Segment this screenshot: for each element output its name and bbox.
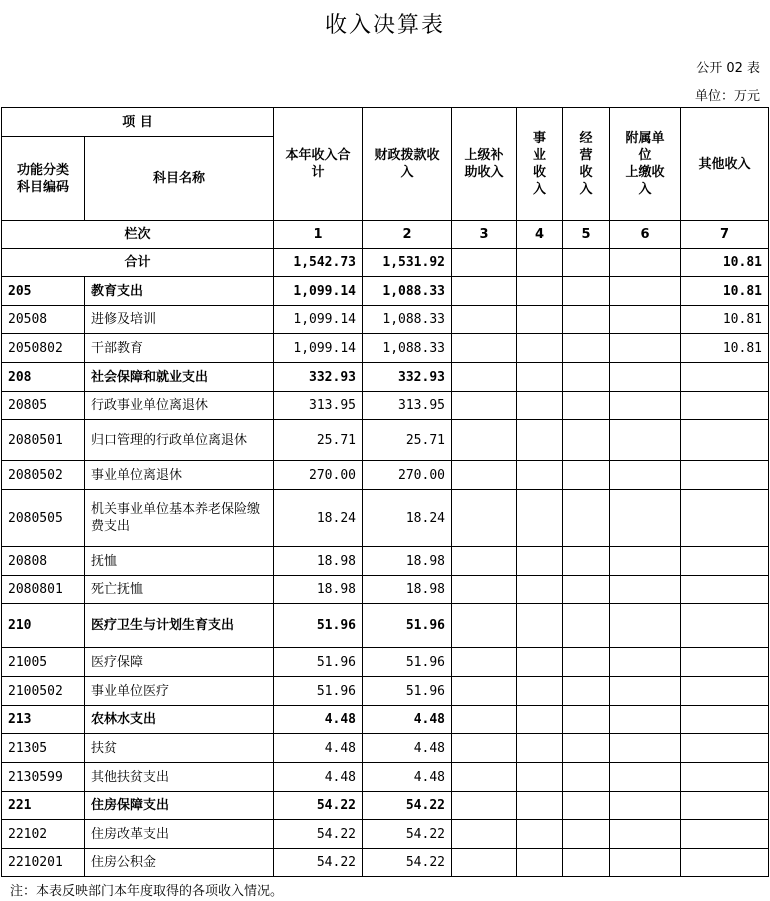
row-value: 51.96 [274, 677, 363, 706]
table-row [2, 677, 769, 706]
row-value [681, 363, 769, 392]
row-value [517, 706, 563, 734]
row-value: 54.22 [274, 849, 363, 877]
row-value [563, 547, 610, 576]
row-value [517, 363, 563, 392]
form-number: 公开 02 表 [696, 61, 760, 76]
row-value [452, 363, 517, 392]
row-value: 332.93 [274, 363, 363, 392]
row-value: 1,099.14 [274, 277, 363, 306]
row-value [517, 392, 563, 420]
table-row [2, 547, 769, 576]
row-index-col: 5 [563, 221, 610, 249]
row-code: 21305 [2, 734, 85, 763]
row-value [610, 306, 681, 334]
row-value: 54.22 [274, 792, 363, 820]
total-row [2, 249, 769, 277]
row-value [452, 849, 517, 877]
row-value [517, 734, 563, 763]
row-value [563, 706, 610, 734]
row-value: 4.48 [363, 734, 452, 763]
row-value: 1,088.33 [363, 277, 452, 306]
row-value [517, 576, 563, 604]
row-value [517, 604, 563, 648]
row-value: 18.24 [274, 490, 363, 547]
row-value [517, 420, 563, 461]
row-index-col: 7 [681, 221, 769, 249]
row-value [452, 576, 517, 604]
row-value [610, 677, 681, 706]
row-value [452, 306, 517, 334]
header-item: 项 目 [2, 108, 274, 137]
row-value [517, 648, 563, 677]
row-value [610, 648, 681, 677]
row-value [452, 490, 517, 547]
row-value [563, 648, 610, 677]
row-name: 医疗保障 [85, 648, 274, 677]
row-value [517, 547, 563, 576]
row-value [517, 277, 563, 306]
row-name: 扶贫 [85, 734, 274, 763]
row-value [452, 792, 517, 820]
row-value [452, 547, 517, 576]
row-code: 20808 [2, 547, 85, 576]
row-value: 4.48 [274, 763, 363, 792]
row-value [681, 820, 769, 849]
row-name: 事业单位医疗 [85, 677, 274, 706]
row-value [610, 461, 681, 490]
row-name: 医疗卫生与计划生育支出 [85, 604, 274, 648]
row-value [681, 576, 769, 604]
row-value [517, 849, 563, 877]
row-value [452, 820, 517, 849]
row-value [563, 392, 610, 420]
row-value [452, 648, 517, 677]
row-value [452, 277, 517, 306]
row-value: 54.22 [363, 792, 452, 820]
row-value [681, 706, 769, 734]
row-code: 20508 [2, 306, 85, 334]
row-name: 住房公积金 [85, 849, 274, 877]
total-label: 合计 [2, 249, 274, 277]
row-value: 18.98 [274, 576, 363, 604]
row-value [563, 849, 610, 877]
row-value [563, 420, 610, 461]
row-value [681, 604, 769, 648]
row-index-col: 3 [452, 221, 517, 249]
total-value [563, 249, 610, 277]
row-value [563, 604, 610, 648]
row-name: 其他扶贫支出 [85, 763, 274, 792]
row-value [610, 334, 681, 363]
table-row [2, 490, 769, 547]
row-name: 事业单位离退休 [85, 461, 274, 490]
row-code: 205 [2, 277, 85, 306]
row-value [563, 306, 610, 334]
header-total: 本年收入合 计 [274, 108, 363, 221]
row-value [452, 392, 517, 420]
row-value [517, 306, 563, 334]
row-code: 22102 [2, 820, 85, 849]
total-value [517, 249, 563, 277]
row-code: 208 [2, 363, 85, 392]
row-code: 2080801 [2, 576, 85, 604]
row-value: 51.96 [363, 604, 452, 648]
row-value: 1,099.14 [274, 334, 363, 363]
row-value: 51.96 [274, 648, 363, 677]
total-value [610, 249, 681, 277]
row-name: 进修及培训 [85, 306, 274, 334]
row-value [681, 490, 769, 547]
row-value [563, 792, 610, 820]
row-value [517, 677, 563, 706]
income-table [1, 107, 769, 877]
table-row [2, 604, 769, 648]
row-name: 死亡抚恤 [85, 576, 274, 604]
row-value [610, 363, 681, 392]
row-value [610, 706, 681, 734]
row-value [610, 820, 681, 849]
row-value: 313.95 [274, 392, 363, 420]
row-value [681, 648, 769, 677]
row-code: 2080501 [2, 420, 85, 461]
row-value: 270.00 [274, 461, 363, 490]
row-value [452, 706, 517, 734]
row-name: 干部教育 [85, 334, 274, 363]
row-value [681, 392, 769, 420]
row-name: 农林水支出 [85, 706, 274, 734]
row-value [517, 490, 563, 547]
table-row [2, 392, 769, 420]
row-code: 2080505 [2, 490, 85, 547]
table-row [2, 648, 769, 677]
row-value: 4.48 [274, 734, 363, 763]
row-value [563, 490, 610, 547]
row-value [681, 849, 769, 877]
row-value: 4.48 [363, 763, 452, 792]
row-value [452, 734, 517, 763]
row-value [681, 461, 769, 490]
row-value [681, 547, 769, 576]
row-code: 2080502 [2, 461, 85, 490]
row-code: 20805 [2, 392, 85, 420]
row-value: 10.81 [681, 306, 769, 334]
footnote: 注：本表反映部门本年度取得的各项收入情况。 [10, 884, 284, 899]
row-value [517, 820, 563, 849]
row-value [610, 576, 681, 604]
row-value: 18.24 [363, 490, 452, 547]
row-value: 4.48 [363, 706, 452, 734]
table-row [2, 849, 769, 877]
row-value [452, 604, 517, 648]
table-row [2, 763, 769, 792]
row-code: 213 [2, 706, 85, 734]
row-index-col: 1 [274, 221, 363, 249]
row-value [563, 763, 610, 792]
row-value [610, 547, 681, 576]
table-row [2, 461, 769, 490]
row-code: 21005 [2, 648, 85, 677]
total-value: 1,531.92 [363, 249, 452, 277]
table-row [2, 420, 769, 461]
row-name: 行政事业单位离退休 [85, 392, 274, 420]
table-row [2, 820, 769, 849]
row-value [563, 677, 610, 706]
row-value [610, 849, 681, 877]
row-code: 221 [2, 792, 85, 820]
row-index-col: 2 [363, 221, 452, 249]
row-value [452, 334, 517, 363]
row-value [610, 490, 681, 547]
row-value [452, 461, 517, 490]
row-name: 归口管理的行政单位离退休 [85, 420, 274, 461]
row-name: 抚恤 [85, 547, 274, 576]
report-title: 收入决算表 [324, 13, 445, 38]
row-index-col: 6 [610, 221, 681, 249]
row-value [517, 334, 563, 363]
row-value [563, 334, 610, 363]
row-value [610, 792, 681, 820]
row-value: 51.96 [363, 677, 452, 706]
row-value [517, 763, 563, 792]
header-superior: 上级补 助收入 [452, 108, 517, 221]
row-value: 54.22 [363, 820, 452, 849]
row-name: 社会保障和就业支出 [85, 363, 274, 392]
row-value [452, 763, 517, 792]
row-index-col: 4 [517, 221, 563, 249]
row-name: 住房改革支出 [85, 820, 274, 849]
row-name: 机关事业单位基本养老保险缴费支出 [85, 490, 274, 547]
total-value: 1,542.73 [274, 249, 363, 277]
row-value [681, 734, 769, 763]
total-value: 10.81 [681, 249, 769, 277]
row-value [563, 734, 610, 763]
table-row [2, 277, 769, 306]
row-value [452, 677, 517, 706]
header-operating: 经 营 收 入 [563, 108, 610, 221]
row-value: 270.00 [363, 461, 452, 490]
row-code: 2210201 [2, 849, 85, 877]
table-row [2, 792, 769, 820]
row-value [563, 461, 610, 490]
row-value: 25.71 [274, 420, 363, 461]
row-value [563, 277, 610, 306]
table-row [2, 576, 769, 604]
row-value: 10.81 [681, 334, 769, 363]
header-name: 科目名称 [85, 137, 274, 221]
row-value: 18.98 [274, 547, 363, 576]
row-value: 54.22 [274, 820, 363, 849]
row-value [610, 392, 681, 420]
row-code: 210 [2, 604, 85, 648]
row-code: 2050802 [2, 334, 85, 363]
row-value [610, 604, 681, 648]
row-value [610, 277, 681, 306]
table-row [2, 306, 769, 334]
row-value [681, 677, 769, 706]
row-value [452, 420, 517, 461]
row-value: 332.93 [363, 363, 452, 392]
header-fiscal: 财政拨款收 入 [363, 108, 452, 221]
row-value [563, 820, 610, 849]
row-index-label: 栏次 [2, 221, 274, 249]
row-value: 1,088.33 [363, 306, 452, 334]
row-value: 51.96 [274, 604, 363, 648]
row-value [563, 363, 610, 392]
row-value: 313.95 [363, 392, 452, 420]
row-value [681, 792, 769, 820]
unit-label: 单位：万元 [694, 89, 760, 104]
row-value: 25.71 [363, 420, 452, 461]
row-name: 教育支出 [85, 277, 274, 306]
row-value: 18.98 [363, 547, 452, 576]
row-value [610, 420, 681, 461]
row-value: 18.98 [363, 576, 452, 604]
row-value: 4.48 [274, 706, 363, 734]
header-affiliated: 附属单 位 上缴收 入 [610, 108, 681, 221]
header-code: 功能分类 科目编码 [2, 137, 85, 221]
row-value [517, 792, 563, 820]
table-row [2, 706, 769, 734]
table-row [2, 363, 769, 392]
row-value: 1,099.14 [274, 306, 363, 334]
row-code: 2130599 [2, 763, 85, 792]
row-value: 1,088.33 [363, 334, 452, 363]
row-value [563, 576, 610, 604]
row-value [610, 763, 681, 792]
table-row [2, 734, 769, 763]
row-value [681, 763, 769, 792]
row-value: 51.96 [363, 648, 452, 677]
row-code: 2100502 [2, 677, 85, 706]
row-value: 10.81 [681, 277, 769, 306]
header-other: 其他收入 [681, 108, 769, 221]
row-value: 54.22 [363, 849, 452, 877]
row-value [681, 420, 769, 461]
total-value [452, 249, 517, 277]
row-value [517, 461, 563, 490]
row-value [610, 734, 681, 763]
header-business: 事 业 收 入 [517, 108, 563, 221]
table-row [2, 334, 769, 363]
row-name: 住房保障支出 [85, 792, 274, 820]
